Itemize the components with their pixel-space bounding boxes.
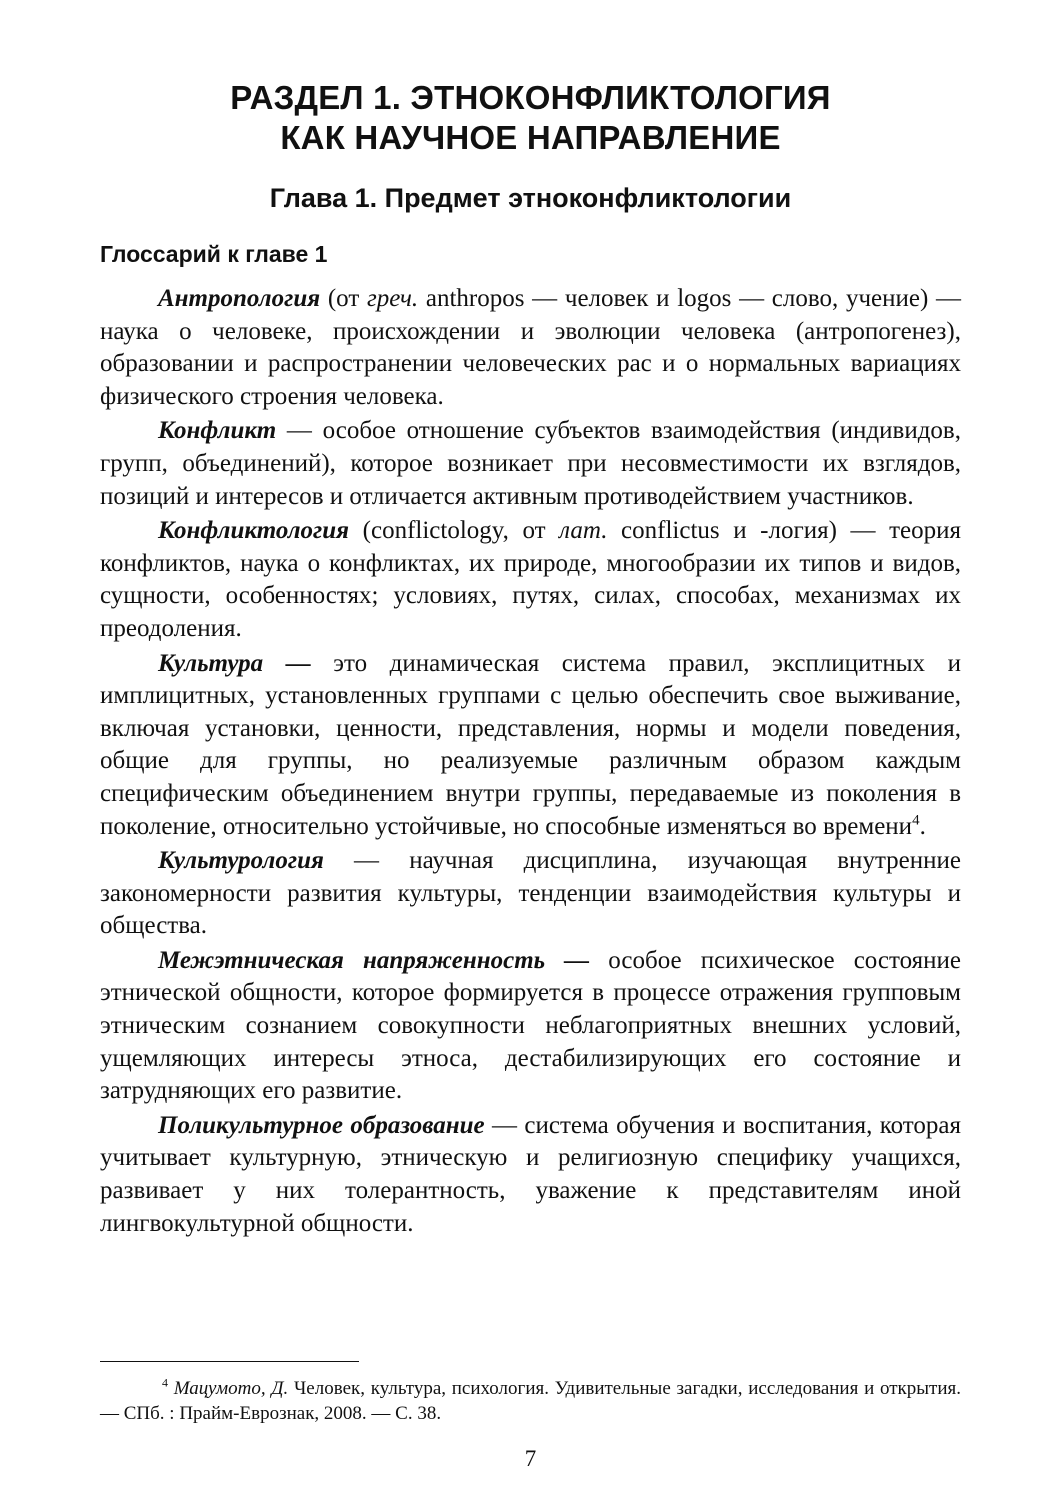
glossary-entry-conflictology [100,515,961,645]
footnote-text: Человек, культура, психология. Удивительные загадки, исследования и открытия. — СПб. : Прайм-Еврознак, 2008. — С. 38. [100,1378,961,1424]
glossary-term: Межэтническая напряженность — [158,946,590,974]
glossary-entry-interethnic-tension [100,945,961,1108]
glossary-definition: особое психическое состояние этнической общности, которое формируется в процессе отражения групповым этническим сознанием совокупности неблагоприятных внешних условий, ущемляющих интересы этноса, дестабилизирующих его состояние и затрудняющих его развитие. [100,946,961,1105]
section-title-line-2: КАК НАУЧНОЕ НАПРАВЛЕНИЕ [280,119,781,156]
glossary-entry-anthropology [100,283,961,413]
glossary-term: Конфликт [158,417,277,445]
glossary-term: Культурология [158,847,324,875]
glossary-definition: — научная дисциплина, изучающая внутренние закономерности развития культуры, тенденции взаимодействия культуры и общества. [100,847,961,940]
footnote-divider [100,1361,359,1362]
glossary-definition-end: . [919,812,926,840]
footnote-number: 4 [162,1375,168,1390]
language-abbreviation: греч. [366,285,419,312]
chapter-title: Глава 1. Предмет этноконфликтологии [269,183,792,213]
glossary-definition: conflictus и -логия) — теория конфликтов, наука о конфликтах, их природе, многообразии их типов и видов, сущности, особенностях; условиях, путях, силах, способах, механизмах их преодоления. [100,517,961,642]
glossary-definition: anthropos — человек и logos — слово, учение) — наука о человеке, происхождении и эволюции человека (антропогенез), образовании и распространении человеческих рас и о нормальных вариациях физического строения человека. [100,285,962,410]
footnote-author: Мацумото, Д. [173,1378,289,1399]
page-number: 7 [524,1446,537,1471]
glossary-entry-culture [100,648,961,844]
glossary-entry-culturology [100,845,961,943]
language-abbreviation: лат. [559,517,608,545]
glossary-definition: это динамическая система правил, эксплицитных и имплицитных, установленных группами с целью обеспечить свое выживание, включая установки, ценности, представления, нормы и модели поведения, общие для группы, но реализуемые различным образом каждым специфическим объединением внутри группы, передаваемые из поколения в поколение, относительно устойчивые, но способные изменяться во времени [100,649,961,840]
glossary-definition: — система обучения и воспитания, которая учитывает культурную, этническую и религиозную специфику учащихся, развивает у них толерантность, уважение к представителям иной лингвокультурной общности. [100,1111,961,1237]
glossary-definition: (conflictology, от [349,517,560,545]
section-title-line-1: РАЗДЕЛ 1. ЭТНОКОНФЛИКТОЛОГИЯ [230,79,831,116]
glossary-definition: (от [320,285,367,312]
glossary-entry-multicultural-education [100,1110,961,1240]
glossary-list [100,283,961,1242]
glossary-term: Поликультурное образование [158,1111,485,1139]
footnote-reference[interactable]: 4 [912,812,920,829]
glossary-term: Антропология [158,285,321,312]
section-title [100,78,961,158]
glossary-term: Культура — [158,649,311,677]
glossary-definition: — особое отношение субъектов взаимодействия (индивидов, групп, объединений), которое возникает при несовместимости их взглядов, позиций и интересов и отличается активным противодействием участников. [100,417,961,510]
glossary-entry-conflict [100,415,961,513]
glossary-term: Конфликтология [158,517,350,545]
glossary-heading: Глоссарий к главе 1 [100,241,328,267]
footnote [100,1376,961,1426]
